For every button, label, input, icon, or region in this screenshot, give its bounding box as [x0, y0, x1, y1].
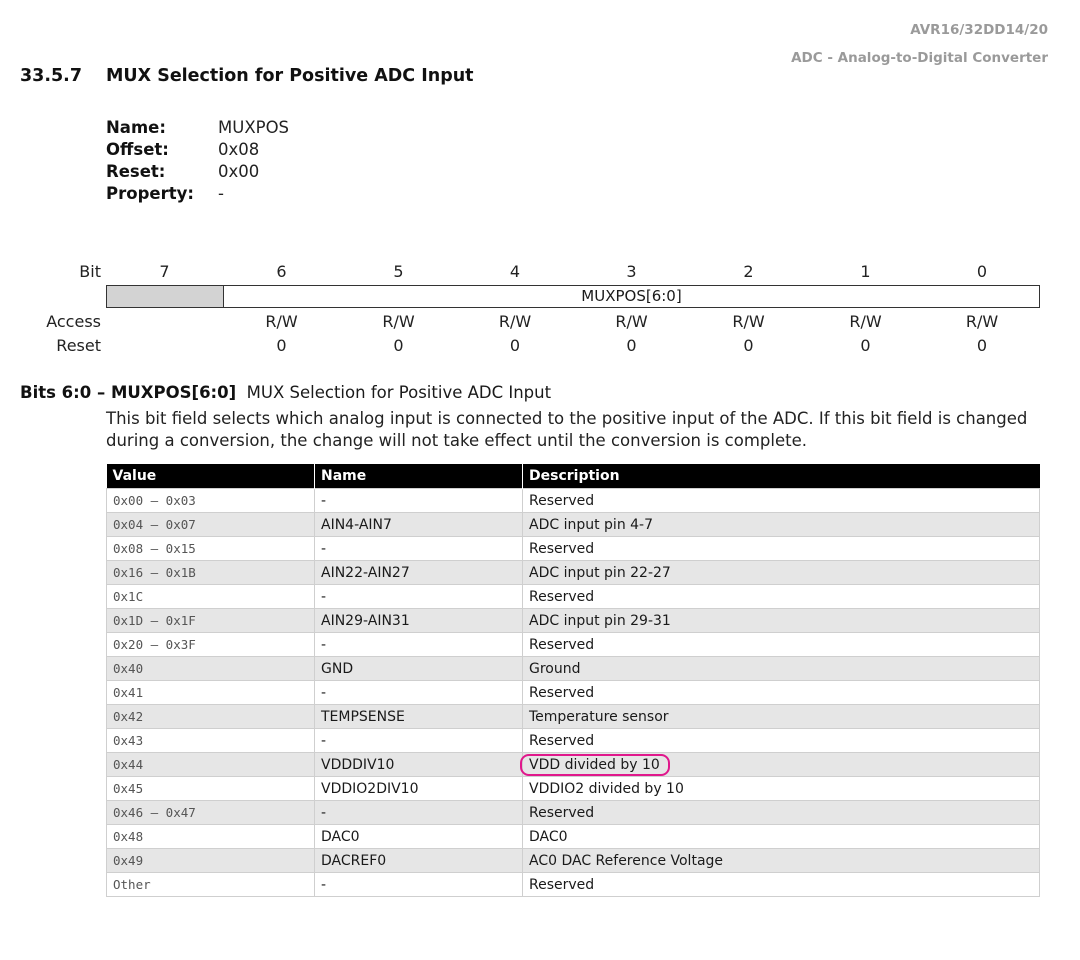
description-cell: AC0 DAC Reference Voltage: [523, 849, 1040, 873]
description-cell: Reserved: [523, 489, 1040, 513]
name-cell: AIN4-AIN7: [315, 513, 523, 537]
property-key: Name:: [106, 118, 166, 137]
reset-row: [0, 336, 1080, 358]
bit-number: 3: [626, 262, 637, 281]
property-value: MUXPOS: [218, 118, 290, 137]
bitfield-heading-desc: MUX Selection for Positive ADC Input: [246, 383, 552, 402]
property-key: Property:: [106, 184, 194, 203]
bitfield-heading-name: Bits 6:0 – MUXPOS[6:0]: [20, 383, 237, 402]
value-cell: 0x40: [107, 657, 315, 681]
bit-number: 5: [393, 262, 404, 281]
reset-value: 0: [393, 336, 404, 355]
property-key: Reset:: [106, 162, 166, 181]
table-row: [107, 825, 1040, 849]
description-cell: ADC input pin 4-7: [523, 513, 1040, 537]
reset-value: 0: [626, 336, 637, 355]
value-cell: 0x16 – 0x1B: [107, 561, 315, 585]
value-cell: 0x48: [107, 825, 315, 849]
value-cell: 0x1C: [107, 585, 315, 609]
chapter-title: ADC - Analog-to-Digital Converter: [791, 50, 1048, 66]
description-cell: Temperature sensor: [523, 705, 1040, 729]
name-cell: -: [315, 489, 523, 513]
description-cell: Ground: [523, 657, 1040, 681]
table-row: [107, 609, 1040, 633]
name-cell: -: [315, 801, 523, 825]
property-value: 0x00: [218, 162, 260, 181]
table-body: [107, 489, 1040, 897]
name-cell: -: [315, 681, 523, 705]
reserved-bit-cell: [107, 286, 224, 307]
table-row: [107, 729, 1040, 753]
name-cell: GND: [315, 657, 523, 681]
table-row: [107, 585, 1040, 609]
property-key: Offset:: [106, 140, 169, 159]
value-cell: 0x44: [107, 753, 315, 777]
table-row: [107, 849, 1040, 873]
access-value: R/W: [732, 312, 765, 331]
section-number: 33.5.7: [20, 66, 83, 86]
table-row: [107, 513, 1040, 537]
table-row: [107, 561, 1040, 585]
bitfield-description: This bit field selects which analog input is connected to the positive input of the ADC. If this bit field is changed during a conversion, the change will not take effect until the conversion is complete.: [106, 409, 1028, 450]
bit-number: 4: [509, 262, 521, 281]
description-cell: VDDIO2 divided by 10: [523, 777, 1040, 801]
name-cell: -: [315, 585, 523, 609]
access-value: R/W: [382, 312, 415, 331]
column-header-name: Name: [315, 464, 523, 489]
bitfield-heading: [20, 383, 551, 402]
access-label: Access: [46, 312, 101, 331]
description-cell: Reserved: [523, 585, 1040, 609]
description-cell: DAC0: [523, 825, 1040, 849]
table-row: [107, 705, 1040, 729]
description-cell: ADC input pin 22-27: [523, 561, 1040, 585]
column-header-description: Description: [523, 464, 1040, 489]
bit-number: 6: [276, 262, 287, 281]
name-cell: -: [315, 729, 523, 753]
property-value: -: [218, 184, 224, 203]
value-cell: 0x04 – 0x07: [107, 513, 315, 537]
bit-number: 0: [976, 262, 988, 281]
access-value: R/W: [265, 312, 298, 331]
name-cell: -: [315, 633, 523, 657]
value-cell: 0x20 – 0x3F: [107, 633, 315, 657]
name-cell: DAC0: [315, 825, 523, 849]
property-name-row: [106, 117, 289, 139]
register-bit-map: [106, 285, 1040, 308]
description-cell: Reserved: [523, 729, 1040, 753]
table-row: [107, 489, 1040, 513]
table-row: [107, 753, 1040, 777]
value-cell: 0x46 – 0x47: [107, 801, 315, 825]
name-cell: AIN22-AIN27: [315, 561, 523, 585]
section-title-text: MUX Selection for Positive ADC Input: [106, 66, 474, 86]
value-cell: 0x00 – 0x03: [107, 489, 315, 513]
table-row: [107, 681, 1040, 705]
description-cell: Reserved: [523, 633, 1040, 657]
reset-label: Reset: [56, 336, 101, 355]
table-row: [107, 777, 1040, 801]
value-cell: 0x42: [107, 705, 315, 729]
column-header-value: Value: [107, 464, 315, 489]
reset-value: 0: [860, 336, 871, 355]
bit-number: 2: [743, 262, 754, 281]
reset-value: 0: [743, 336, 754, 355]
description-cell: [523, 753, 1040, 777]
section-title: [20, 66, 474, 86]
mux-value-table: [106, 464, 1040, 897]
value-cell: 0x43: [107, 729, 315, 753]
description-cell: Reserved: [523, 801, 1040, 825]
bit-number: 7: [159, 262, 170, 281]
access-value: R/W: [615, 312, 648, 331]
document-id: AVR16/32DD14/20: [910, 22, 1048, 38]
name-cell: AIN29-AIN31: [315, 609, 523, 633]
table-row: [107, 537, 1040, 561]
property-offset-row: [106, 139, 289, 161]
description-cell: Reserved: [523, 537, 1040, 561]
access-row: [0, 312, 1080, 334]
name-cell: -: [315, 873, 523, 897]
bit-number-row: [0, 262, 1080, 284]
bit-label: Bit: [79, 262, 101, 281]
reset-value: 0: [276, 336, 287, 355]
name-cell: TEMPSENSE: [315, 705, 523, 729]
table-row: [107, 633, 1040, 657]
property-value: 0x08: [218, 140, 260, 159]
access-value: R/W: [849, 312, 882, 331]
value-cell: 0x1D – 0x1F: [107, 609, 315, 633]
description-cell: Reserved: [523, 681, 1040, 705]
table-row: [107, 657, 1040, 681]
table-row: [107, 873, 1040, 897]
bit-field-name: MUXPOS[6:0]: [581, 287, 682, 305]
value-cell: 0x08 – 0x15: [107, 537, 315, 561]
reset-value: 0: [976, 336, 988, 355]
property-reset-row: [106, 161, 289, 183]
property-property-row: [106, 183, 289, 205]
name-cell: -: [315, 537, 523, 561]
table-header-row: [107, 464, 1040, 489]
name-cell: VDDDIV10: [315, 753, 523, 777]
value-cell: 0x41: [107, 681, 315, 705]
access-value: R/W: [498, 312, 532, 331]
value-cell: 0x45: [107, 777, 315, 801]
value-cell: 0x49: [107, 849, 315, 873]
bit-number: 1: [860, 262, 871, 281]
value-cell: Other: [107, 873, 315, 897]
reset-value: 0: [509, 336, 521, 355]
table-row: [107, 801, 1040, 825]
register-properties: [106, 117, 289, 205]
access-value: R/W: [965, 312, 999, 331]
description-cell: Reserved: [523, 873, 1040, 897]
highlighted-description: VDD divided by 10: [520, 754, 670, 776]
name-cell: VDDIO2DIV10: [315, 777, 523, 801]
description-cell: ADC input pin 29-31: [523, 609, 1040, 633]
name-cell: DACREF0: [315, 849, 523, 873]
